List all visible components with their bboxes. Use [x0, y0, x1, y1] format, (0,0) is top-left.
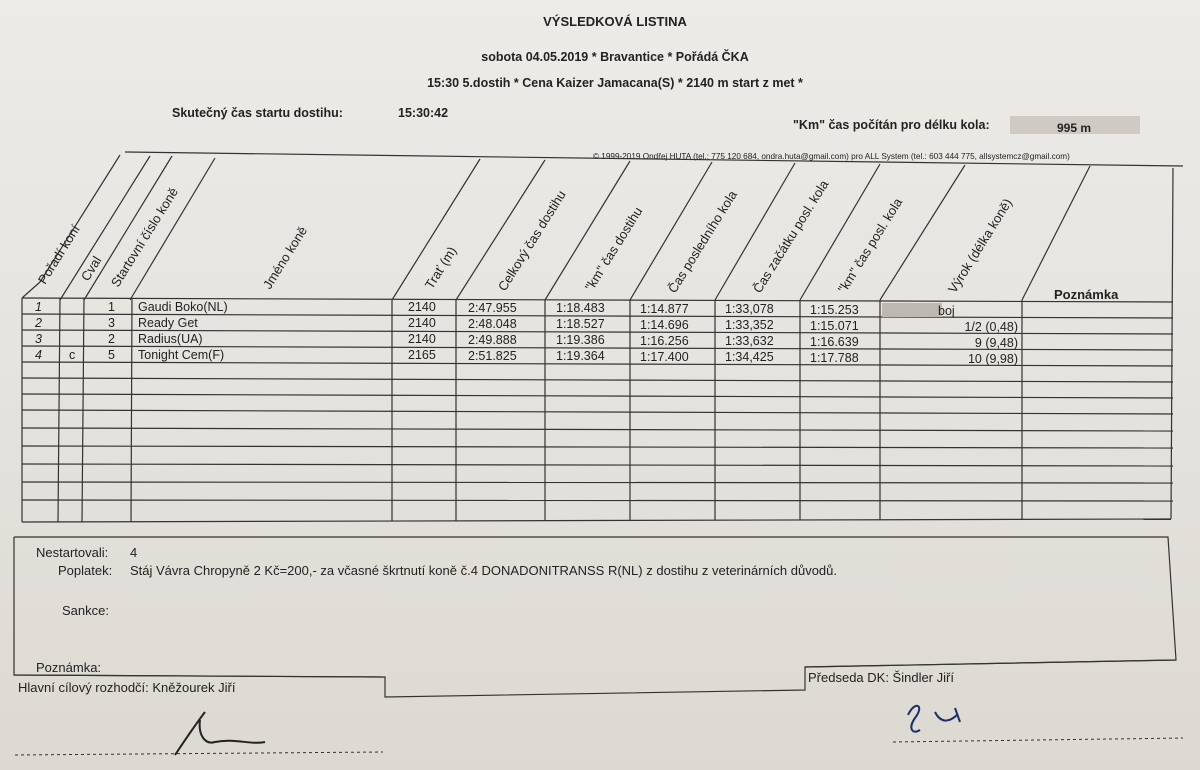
start-time-value: 15:30:42 — [398, 106, 449, 120]
cell-track: 2140 — [408, 332, 436, 346]
cell-lastkm: 1:16.639 — [810, 335, 859, 349]
cell-last: 1:14.877 — [640, 302, 689, 316]
cell-km: 1:18.483 — [556, 301, 605, 315]
col-header-place: Pořadí koní — [34, 222, 83, 287]
cell-lastkm: 1:15.071 — [810, 319, 859, 333]
sheet-title: VÝSLEDKOVÁ LISTINA — [543, 14, 687, 29]
nestartovali-label: Nestartovali: — [36, 545, 109, 560]
cell-verdict: 9 (9,48) — [974, 336, 1018, 350]
race-info: 15:30 5.dostih * Cena Kaizer Jamacana(S) * 2140 m start z met * — [427, 76, 803, 90]
race-day-info: sobota 04.05.2019 * Bravantice * Pořádá ČKA — [481, 50, 749, 64]
col-header-laststart: Čas začátku posl. kola — [749, 177, 832, 296]
cell-lastkm: 1:15.253 — [810, 303, 859, 317]
chair-label: Předseda DK: Šindler Jiří — [808, 670, 954, 685]
start-time-label: Skutečný čas startu dostihu: — [172, 106, 343, 120]
cell-place: 1 — [35, 300, 42, 314]
cell-verdict: boj — [938, 304, 955, 318]
cell-km: 1:19.364 — [556, 349, 605, 363]
col-header-note: Poznámka — [1054, 287, 1119, 302]
col-header-start: Startovní číslo koně — [107, 184, 182, 290]
cell-start: 5 — [108, 348, 115, 362]
col-header-km: "km" čas dostihu — [581, 204, 646, 294]
cell-laststart: 1:33,632 — [725, 334, 774, 348]
copyright-line: © 1999-2019 Ondřej HUTA (tel.: 775 120 684, ondra.huta@gmail.com) pro ALL System (tel.: 603 444 775, allsystemcz@gmail.com) — [593, 152, 1070, 161]
col-header-track: Trať (m) — [421, 243, 460, 292]
cell-name: Tonight Cem(F) — [138, 348, 225, 362]
cell-laststart: 1:34,425 — [725, 350, 774, 364]
cell-total: 2:47.955 — [468, 301, 517, 315]
sankce-label: Sankce: — [62, 603, 109, 618]
cell-km: 1:19.386 — [556, 333, 605, 347]
nestartovali-value: 4 — [130, 545, 138, 560]
cell-name: Ready Get — [138, 316, 198, 330]
km-time-value: 995 m — [1057, 121, 1092, 135]
cell-cval: c — [69, 348, 76, 362]
cell-last: 1:16.256 — [640, 334, 689, 348]
cell-track: 2165 — [408, 348, 436, 362]
cell-start: 2 — [108, 332, 115, 346]
poplatek-label: Poplatek: — [58, 563, 113, 578]
cell-track: 2140 — [408, 316, 436, 330]
col-header-verdict: Výrok (délka koně) — [944, 195, 1015, 296]
cell-lastkm: 1:17.788 — [810, 351, 859, 365]
cell-start: 1 — [108, 300, 115, 314]
cell-verdict: 10 (9,98) — [967, 352, 1018, 366]
cell-place: 4 — [35, 348, 42, 362]
km-time-label: "Km" čas počítán pro délku kola: — [793, 118, 990, 132]
cell-verdict: 1/2 (0,48) — [964, 320, 1018, 334]
cell-total: 2:49.888 — [468, 333, 517, 347]
cell-name: Radius(UA) — [138, 332, 203, 346]
cell-last: 1:14.696 — [640, 318, 689, 332]
cell-last: 1:17.400 — [640, 350, 689, 364]
cell-start: 3 — [108, 316, 115, 330]
cell-total: 2:48.048 — [468, 317, 517, 331]
col-header-lastkm: "km" čas posl. kola — [834, 195, 906, 296]
cell-total: 2:51.825 — [468, 349, 517, 363]
col-header-cval: Cval — [77, 253, 105, 284]
col-header-last: Čas posledního kola — [664, 187, 740, 296]
cell-name: Gaudi Boko(NL) — [138, 300, 228, 314]
cell-track: 2140 — [408, 300, 436, 314]
col-header-total: Celkový čas dostihu — [494, 187, 569, 294]
cell-laststart: 1:33,078 — [725, 302, 774, 316]
poznamka-label: Poznámka: — [36, 660, 102, 675]
cell-km: 1:18.527 — [556, 317, 605, 331]
col-header-name: Jméno koně — [259, 223, 311, 292]
cell-place: 3 — [35, 332, 42, 346]
cell-laststart: 1:33,352 — [725, 318, 774, 332]
poplatek-value: Stáj Vávra Chropyně 2 Kč=200,- za včasné škrtnutí koně č.4 DONADONITRANSS R(NL) z dostihu z veterinárních důvodů. — [130, 563, 838, 578]
judge-label: Hlavní cílový rozhodčí: Kněžourek Jiří — [18, 680, 236, 695]
cell-place: 2 — [35, 316, 42, 330]
